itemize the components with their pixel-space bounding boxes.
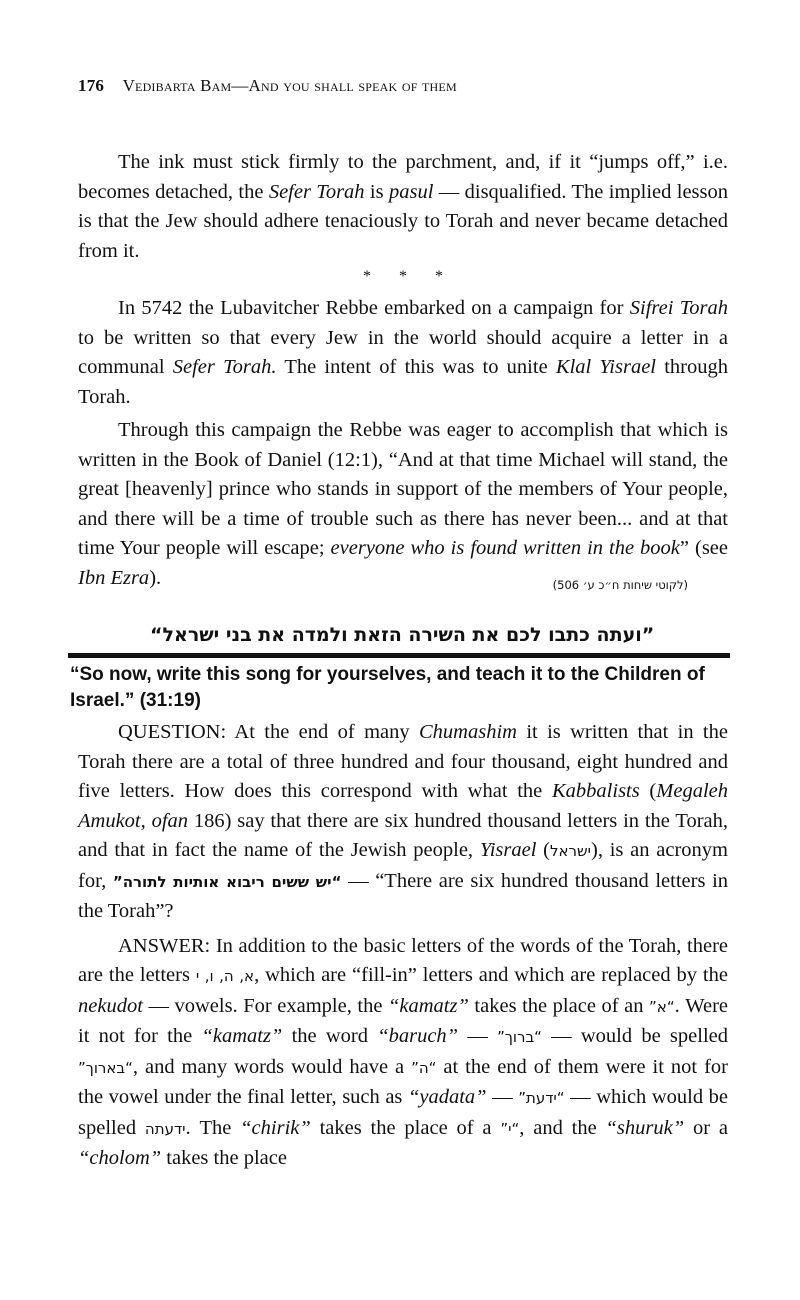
text: the word bbox=[282, 1025, 378, 1047]
hebrew-word: ”בארוך“ bbox=[78, 1058, 133, 1077]
text: at the end of them were it not for the vowel under the final letter, such as bbox=[78, 1055, 728, 1108]
text: ( bbox=[639, 780, 657, 802]
text: , and many words would have a bbox=[132, 1055, 412, 1078]
text: , which are “fill-in” letters and which are replaced by the bbox=[254, 964, 728, 986]
paragraph-daniel bbox=[78, 416, 728, 593]
italic-term: “yadata” bbox=[407, 1086, 487, 1108]
page-body bbox=[70, 148, 729, 1174]
text: takes the place bbox=[161, 1147, 287, 1169]
italic-term: “shuruk” bbox=[605, 1116, 685, 1139]
text: is bbox=[364, 180, 389, 203]
hebrew-verse-title: ”ועתה כתבו לכם את השירה הזאת ולמדה את בני ישראל“ bbox=[150, 624, 655, 646]
text: The intent of this was to unite bbox=[276, 356, 556, 378]
text: — vowels. For example, the bbox=[142, 994, 388, 1017]
paragraph-campaign bbox=[78, 294, 728, 412]
hebrew-word: ידעתה bbox=[144, 1119, 186, 1138]
text: ). bbox=[149, 566, 162, 589]
text: — “There are six hundred thousand letters in the Torah”? bbox=[78, 869, 729, 922]
page-number: 176 bbox=[78, 76, 105, 95]
section-campaign bbox=[78, 148, 728, 593]
paragraph-ink bbox=[78, 148, 728, 266]
running-head bbox=[78, 76, 457, 96]
text: ), is an acronym for, bbox=[78, 839, 728, 892]
hebrew-word: ”י“ bbox=[500, 1119, 520, 1138]
italic-term: nekudot bbox=[78, 994, 143, 1017]
text: 186) say that there are six hundred thousand letters in the Torah, and that in fact the name of the Jewish people, bbox=[78, 809, 728, 861]
hebrew-word: ”א“ bbox=[649, 997, 675, 1016]
text: to be written so that every Jew in the world should acquire a letter in a communal bbox=[78, 326, 728, 378]
italic-term: “cholom” bbox=[78, 1147, 162, 1169]
paragraph-question bbox=[78, 718, 728, 927]
hebrew-word: ”ידעת“ bbox=[518, 1089, 565, 1107]
running-title: Vedibarta Bam—And you shall speak of them bbox=[122, 76, 457, 95]
italic-term: Yisrael bbox=[479, 839, 537, 861]
english-verse-title: “So now, write this song for yourselves, and teach it to the Children of Israel.” (31:19) bbox=[70, 664, 705, 711]
italic-term: Klal Yisrael bbox=[555, 356, 656, 378]
italic-term: “kamatz” bbox=[387, 994, 469, 1017]
heading-rule bbox=[68, 653, 730, 658]
italic-term: Sifrei Torah bbox=[629, 297, 728, 319]
italic-term: “baruch” bbox=[377, 1025, 459, 1047]
verse-heading bbox=[70, 621, 728, 714]
italic-term: Chumashim bbox=[418, 721, 517, 743]
text: through Torah. bbox=[78, 356, 728, 408]
text: Through this campaign the Rebbe was eager to accomplish that which is written in the Book of Daniel (12:1), “And at that time Michael will stand, the great [heavenly] prince who stands in support of the members of Your people, and there will be a time of trouble such as there has never been... and at that time Your people will escape; bbox=[78, 419, 728, 559]
hebrew-word: ”ברוך“ bbox=[497, 1028, 542, 1046]
italic-term: Megaleh Amukot, ofan bbox=[78, 780, 728, 832]
text: — which would be spelled bbox=[78, 1086, 729, 1139]
hebrew-word: ישראל bbox=[549, 842, 591, 860]
italic-term: everyone who is found written in the book bbox=[330, 537, 680, 559]
text: — would be spelled bbox=[541, 1025, 728, 1047]
text: In 5742 the Lubavitcher Rebbe embarked on a campaign for bbox=[118, 297, 630, 319]
text: ANSWER: In addition to the basic letters of the words of the Torah, there are the letters bbox=[78, 934, 728, 986]
text: . Were it not for the bbox=[78, 994, 728, 1047]
section-separator: * * * bbox=[363, 268, 455, 285]
text: ” (see bbox=[679, 537, 728, 559]
paragraph-answer bbox=[78, 932, 728, 1174]
italic-term: “chirik” bbox=[240, 1116, 311, 1139]
source-citation: (לקוטי שיחות ח״כ ע׳ 506) bbox=[552, 577, 688, 592]
hebrew-letters: א, ה, ו, י bbox=[195, 967, 255, 985]
italic-term: Kabbalists bbox=[552, 780, 640, 802]
text: it is written that in the Torah there are a total of three hundred and four thousand, eight hundred and five letters. How does this correspond with what the bbox=[78, 721, 728, 802]
text: QUESTION: At the end of many bbox=[118, 721, 419, 743]
italic-term: Sefer Torah bbox=[268, 180, 365, 203]
hebrew-word: ”ה“ bbox=[411, 1058, 437, 1077]
text: takes the place of an bbox=[468, 994, 649, 1017]
text: . The bbox=[185, 1116, 241, 1139]
italic-term: Ibn Ezra bbox=[78, 566, 150, 589]
text: or a bbox=[684, 1116, 728, 1139]
italic-term: “kamatz” bbox=[201, 1025, 283, 1047]
text: ( bbox=[536, 839, 550, 861]
text: The ink must stick firmly to the parchment, and, if it “jumps off,” i.e. becomes detached, the bbox=[78, 151, 728, 203]
section-letters bbox=[78, 718, 728, 1174]
text: takes the place of a bbox=[310, 1116, 501, 1139]
text: — bbox=[458, 1025, 498, 1047]
italic-term: Sefer Torah. bbox=[172, 356, 277, 378]
text: — disqualified. The implied lesson is that the Jew should adhere tenaciously to Torah and never became detached from it. bbox=[78, 180, 729, 262]
italic-term: pasul bbox=[388, 180, 434, 203]
hebrew-phrase: ”יש ששים ריבוא אותיות לתורה“ bbox=[112, 872, 342, 891]
text: , and the bbox=[519, 1116, 606, 1139]
text: — bbox=[486, 1086, 519, 1108]
